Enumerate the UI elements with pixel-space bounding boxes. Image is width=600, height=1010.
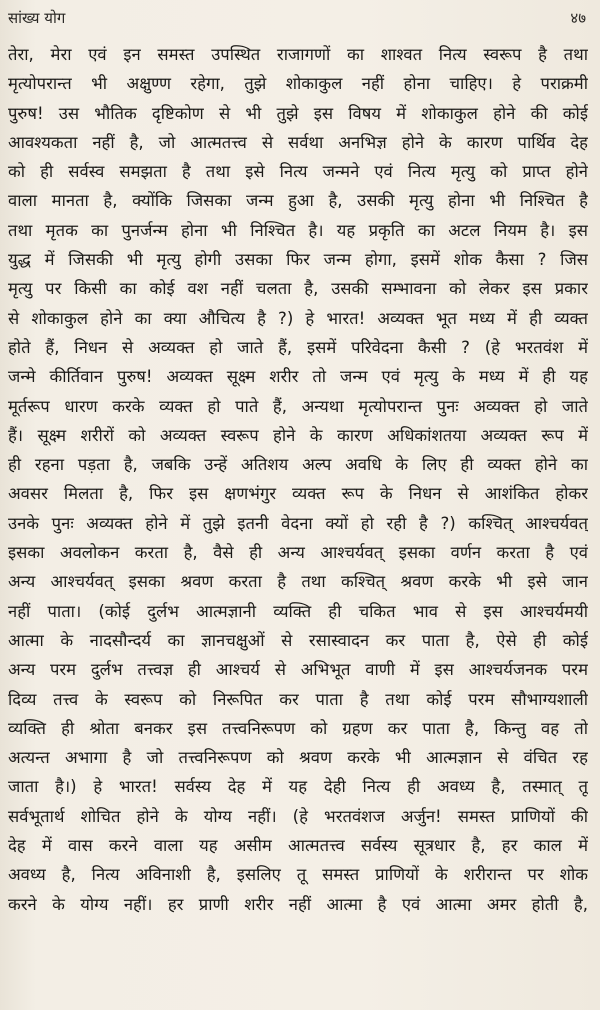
text-line: अवध्य है, नित्य अविनाशी है, इसलिए तू समस्त प्राणियों के शरीरान्त पर शोक <box>8 865 588 885</box>
text-line: अत्यन्त अभागा है जो तत्त्वनिरूपण को श्रवण करके भी आत्मज्ञान से वंचित रह <box>8 748 588 768</box>
text-line: सर्वभूतार्थ शोचित होने के योग्य नहीं। (हे भरतवंशज अर्जुन! समस्त प्राणियों की <box>8 806 588 826</box>
text-line: को ही सर्वस्व समझता है तथा इसे नित्य जन्मने एवं नित्य मृत्यु को प्राप्त होने <box>8 162 588 182</box>
text-line: मृत्योपरान्त भी अक्षुण्ण रहेगा, तुझे शोकाकुल नहीं होना चाहिए। हे पराक्रमी <box>8 74 588 94</box>
text-line: इसका अवलोकन करता है, वैसे ही अन्य आश्चर्यवत् इसका वर्णन करता है एवं <box>8 543 588 563</box>
text-line: अन्य आश्चर्यवत् इसका श्रवण करता है तथा कश्चित् श्रवण करके भी इसे जान <box>8 572 588 592</box>
text-line: हैं। सूक्ष्म शरीरों को अव्यक्त स्वरूप होने के कारण अधिकांशतया अव्यक्त रूप में <box>8 425 588 445</box>
text-line: तथा मृतक का पुनर्जन्म होना भी निश्चित है। यह प्रकृति का अटल नियम है। इस <box>8 220 588 240</box>
text-line: तेरा, मेरा एवं इन समस्त उपस्थित राजागणों का शाश्वत नित्य स्वरूप है तथा <box>8 45 588 64</box>
text-line: अवसर मिलता है, फिर इस क्षणभंगुर व्यक्त रूप के निधन से आशंकित होकर <box>8 484 588 504</box>
page-number: ४७ <box>570 9 586 27</box>
text-line: जन्मे कीर्तिवान पुरुष! अव्यक्त सूक्ष्म शरीर तो जन्म एवं मृत्यु के मध्य में ही यह <box>8 367 588 387</box>
text-line: युद्ध में जिसकी भी मृत्यु होगी उसका फिर जन्म होगा, इसमें शोक कैसा ? जिस <box>8 250 588 270</box>
text-line: होते हैं, निधन से अव्यक्त हो जाते हैं, इसमें परिवेदना कैसी ? (हे भरतवंश में <box>8 337 588 357</box>
text-line: करने के योग्य नहीं। हर प्राणी शरीर नहीं आत्मा है एवं आत्मा अमर होती है, <box>8 894 588 914</box>
text-line: जाता है।) हे भारत! सर्वस्य देह में यह देही नित्य ही अवध्य है, तस्मात् तू <box>8 777 588 797</box>
text-line: ही रहना पड़ता है, जबकि उन्हें अतिशय अल्प अवधि के लिए ही व्यक्त होने का <box>8 455 588 475</box>
text-line: देह में वास करने वाला यह असीम आत्मतत्त्व सर्वस्य सूत्रधार है, हर काल में <box>8 836 588 856</box>
text-line: मूर्तरूप धारण करके व्यक्त हो पाते हैं, अन्यथा मृत्योपरान्त पुनः अव्यक्त हो जाते <box>8 396 588 416</box>
text-line: आत्मा के नादसौन्दर्य का ज्ञानचक्षुओं से रसास्वादन कर पाता है, ऐसे ही कोई <box>8 630 588 650</box>
text-line: मृत्यु पर किसी का कोई वश नहीं चलता है, उसकी सम्भावना को लेकर इस प्रकार <box>8 279 588 299</box>
text-line: आवश्यकता नहीं है, जो आत्मतत्त्व से सर्वथा अनभिज्ञ होने के कारण पार्थिव देह <box>8 132 588 152</box>
text-line: से शोकाकुल होने का क्या औचित्य है ?) हे भारत! अव्यक्त भूत मध्य में ही व्यक्त <box>8 308 588 328</box>
text-line: दिव्य तत्त्व के स्वरूप को निरूपित कर पाता है तथा कोई परम सौभाग्यशाली <box>8 689 588 709</box>
chapter-title: सांख्य योग <box>8 9 66 27</box>
text-line: अन्य परम दुर्लभ तत्त्वज्ञ ही आश्चर्य से अभिभूत वाणी में इस आश्चर्यजनक परम <box>8 660 588 680</box>
text-line: नहीं पाता। (कोई दुर्लभ आत्मज्ञानी व्यक्ति ही चकित भाव से इस आश्चर्यमयी <box>8 601 588 621</box>
text-line: व्यक्ति ही श्रोता बनकर इस तत्त्वनिरूपण को ग्रहण कर पाता है, किन्तु वह तो <box>8 718 588 738</box>
running-head <box>8 8 586 34</box>
body-text <box>8 40 588 919</box>
text-line: उनके पुनः अव्यक्त होने में तुझे इतनी वेदना क्यों हो रही है ?) कश्चित् आश्चर्यवत् <box>8 513 588 533</box>
text-line: वाला मानता है, क्योंकि जिसका जन्म हुआ है, उसकी मृत्यु होना भी निश्चित है <box>8 191 588 211</box>
text-line: पुरुष! उस भौतिक दृष्टिकोण से भी तुझे इस विषय में शोकाकुल होने की कोई <box>8 103 588 123</box>
